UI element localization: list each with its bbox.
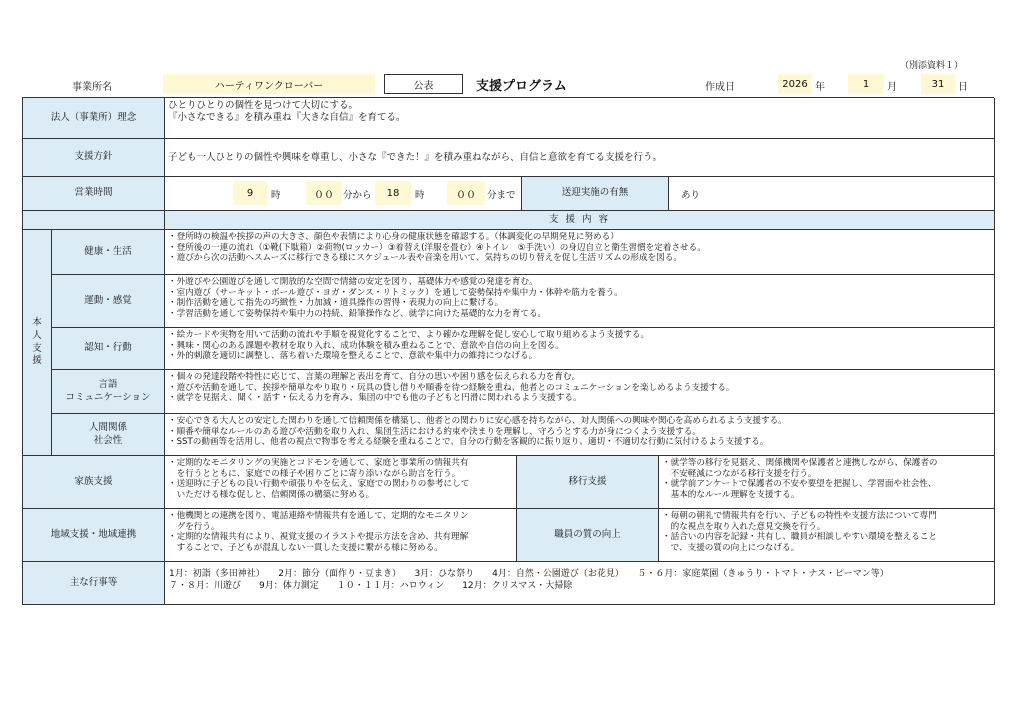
transport-value: あり	[681, 190, 701, 201]
community-label: 地域支援・地域連携	[23, 509, 165, 562]
office-name: ハーティワンクローバー	[163, 74, 375, 94]
staff-label: 職員の質の向上	[517, 509, 659, 562]
events-cell	[165, 562, 995, 605]
family-text: ・定期的なモニタリングの実施とコドモンを通して、家庭と事業所の情報共有 を行うとともに、家庭での様子や困りごとに寄り添いながら助言を行う。 ・送迎時に子どもの良い行動や頑張りやを伝え、家庭での関わりの参考にして いただける様な促しと、信頼関係の構築に努める。	[165, 456, 517, 509]
public-badge: 公表	[384, 74, 463, 94]
hours-row	[165, 177, 995, 211]
social-text: ・安心できる大人との安定した関わりを通して信頼関係を構築し、他者との関わりに安心感を持ちながら、対人関係への興味や関心を高められるよう支援する。 ・順番や簡単なルールのある遊びや活動を取り入れ、集団生活における約束や決まりを理解し、守ろうとする力が身につくよう支援する。 ・SSTの動画等を活用し、他者の視点で物事を考える経験を重ねることで、自分の行動を客観的に振り返り、適切・不適切な行動に気付けるよう支援する。	[165, 414, 995, 456]
start-minute: ００	[306, 181, 342, 205]
health-label: 健康・生活	[52, 230, 165, 275]
self-support-label: 本 人 支 援	[23, 230, 52, 456]
events-line-1: 1月：初詣（多田神社） 2月：節分（面作り・豆まき） 3月：ひな祭り 4月：自然・公園遊び（お花見） ５・６月：家庭菜園（きゅうり・トマト・ナス・ピーマン等）	[169, 569, 889, 579]
program-table	[22, 97, 994, 605]
hour-unit-1: 時	[271, 190, 281, 201]
philosophy-text: ひとりひとりの個性を見つけて大切にする。 『小さなできる』を積み重ね『大きな自信』を育てる。	[165, 98, 995, 139]
staff-text: ・毎朝の朝礼で情報共有を行い、子どもの特性や支援方法について専門 的な視点を取り入れた意見交換を行う。 ・話合いの内容を記録・共有し、職員が相談しやすい環境を整えること で、支援の質の向上につなげる。	[659, 509, 995, 562]
from-label: 分から	[343, 190, 372, 201]
hour-unit-2: 時	[415, 190, 425, 201]
cognition-label: 認知・行動	[52, 328, 165, 370]
month-unit: 月	[887, 82, 897, 93]
program-title: 支援プログラム	[476, 79, 567, 94]
motor-label: 運動・感覚	[52, 275, 165, 328]
attachment-label: （別添資料１）	[900, 61, 964, 71]
created-year: 2026	[778, 74, 812, 94]
until-label: 分まで	[487, 190, 516, 201]
hours-label: 営業時間	[23, 177, 165, 211]
start-hour: 9	[233, 181, 267, 205]
transition-label: 移行支援	[517, 456, 659, 509]
motor-text: ・外遊びや公園遊びを通して開放的な空間で情緒の安定を図り、基礎体力や感覚の発達を育む。 ・室内遊び（サーキット・ボール遊び・ヨガ・ダンス・リトミック）を通して姿勢保持や集中力・体幹や筋力を養う。 ・制作活動を通して指先の巧緻性・力加減・道具操作の習得・表現力の向上に繋げる。 ・学習活動を通して姿勢保持や集中力の持続、鉛筆操作など、就学に向けた基礎的な力を育てる。	[165, 275, 995, 328]
day-unit: 日	[958, 82, 968, 93]
policy-label: 支援方針	[23, 139, 165, 177]
language-text: ・個々の発達段階や特性に応じて、言葉の理解と表出を育て、自分の思いや困り感を伝えられる力を育む。 ・遊びや活動を通して、挨拶や簡単なやり取り・玩具の貸し借りや順番を待つ経験を重ね、他者とのコミュニケーションを楽しめるよう支援する。 ・就学を見据え、聞く・話す・伝える力を育み、集団の中でも他の子どもと円滑に関われるよう支援する。	[165, 370, 995, 414]
community-text: ・他機関との連携を図り、電話連絡や情報共有を通して、定期的なモニタリン グを行う。 ・定期的な情報共有により、視覚支援のイラストや提示方法を含め、共有理解 することで、子どもが混乱しない一貫した支援に繋がる様に努める。	[165, 509, 517, 562]
year-unit: 年	[815, 82, 825, 93]
events-label: 主な行事等	[23, 562, 165, 605]
cognition-text: ・絵カードや実物を用いて活動の流れや手順を視覚化することで、より確かな理解を促し安心して取り組めるよう支援する。 ・興味・関心のある課題や教材を取り入れ、成功体験を積み重ねることで、意欲や自信の向上を図る。 ・外的刺激を適切に調整し、落ち着いた環境を整えることで、意欲や集中力の維持につなげる。	[165, 328, 995, 370]
office-label: 事業所名	[72, 82, 112, 93]
support-content-header: 支 援 内 容	[165, 211, 995, 230]
support-header-spacer	[23, 211, 165, 230]
events-line-2: ７・８月：川遊び 9月：体力測定 １０・１１月：ハロウィン 12月：クリスマス・大掃除	[169, 581, 573, 592]
philosophy-label: 法人（事業所）理念	[23, 98, 165, 139]
created-label: 作成日	[705, 82, 735, 93]
transition-text: ・就学等の移行を見据え、関係機関や保護者と連携しながら、保護者の 不安軽減につながる移行支援を行う。 ・就学前アンケートで保護者の不安や要望を把握し、学習面や社会性、 基本的なルール理解を支援する。	[659, 456, 995, 509]
created-month: 1	[848, 74, 884, 94]
social-label: 人間関係 社会性	[52, 414, 165, 456]
family-label: 家族支援	[23, 456, 165, 509]
end-hour: 18	[375, 181, 411, 205]
language-label: 言語 コミュニケーション	[52, 370, 165, 414]
transport-label: 送迎実施の有無	[521, 177, 669, 210]
end-minute: ００	[447, 181, 485, 205]
created-day: 31	[921, 74, 955, 94]
policy-text: 子ども一人ひとりの個性や興味を尊重し、小さな『できた！』を積み重ねながら、自信と意欲を育てる支援を行う。	[165, 139, 995, 177]
health-text: ・登所時の検温や挨拶の声の大きさ、顔色や表情により心身の健康状態を確認する。（体調変化の早期発見に努める） ・登所後の一連の流れ（①靴(下駄箱）②荷物(ロッカー）③着替え(洋服を畳む）④トイレ ⑤手洗い）の身辺自立と衛生習慣を定着させる。 ・遊びから次の活動へスムーズに移行できる様にスケジュール表や音楽を用いて、気持ちの切り替えを促し生活リズムの形成を図る。	[165, 230, 995, 275]
